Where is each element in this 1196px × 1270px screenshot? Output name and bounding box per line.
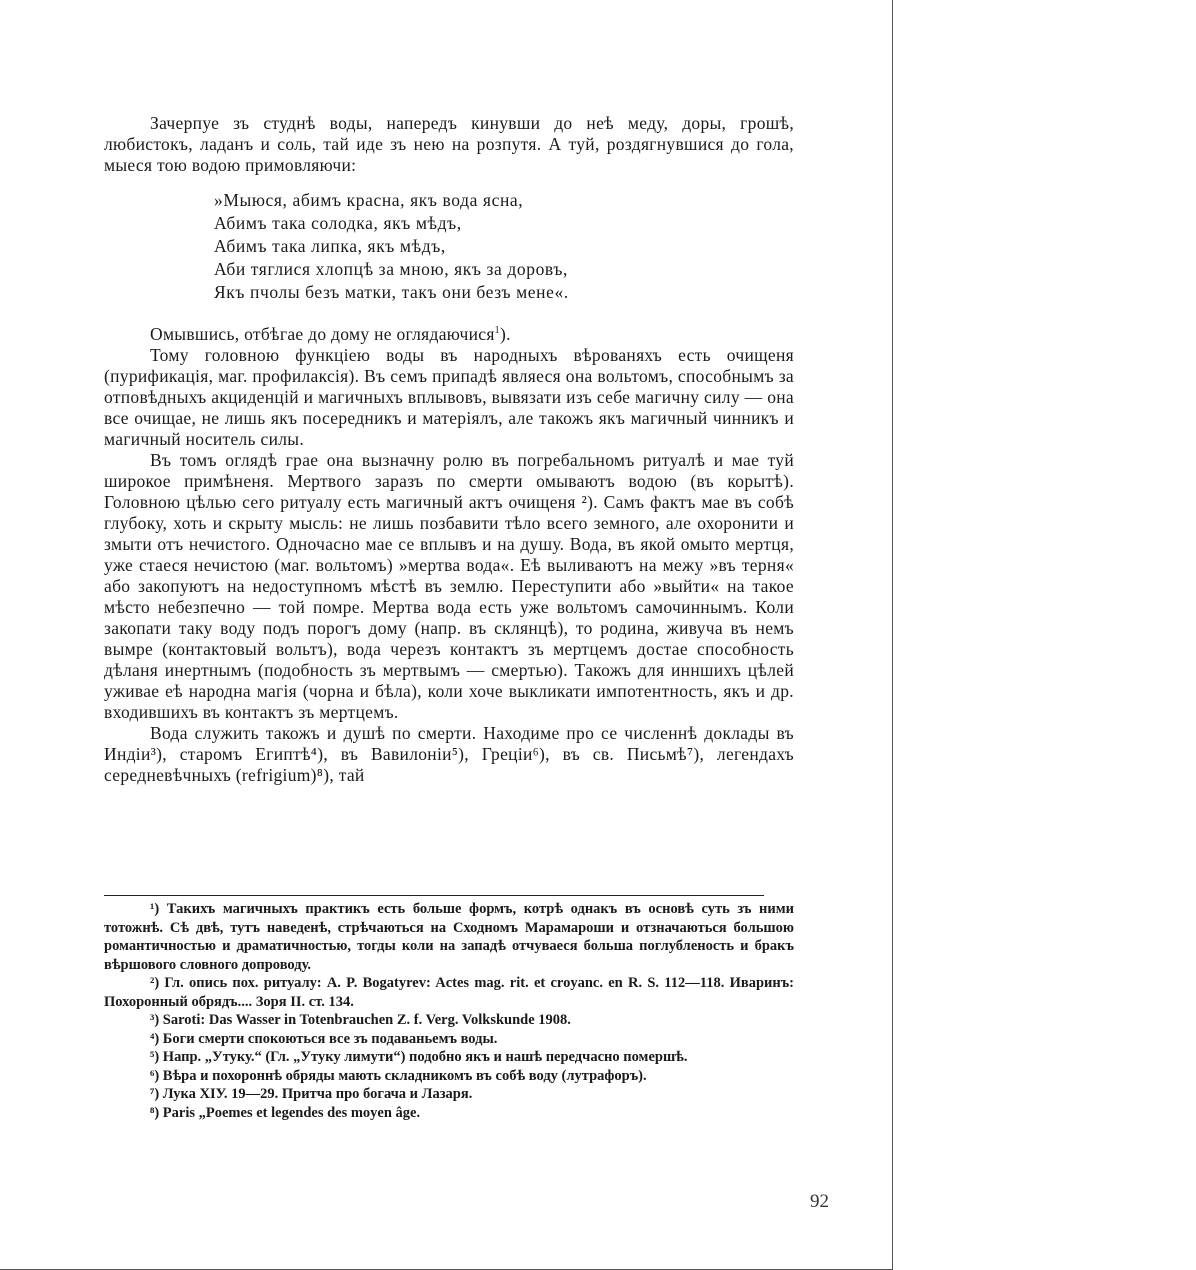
footnote: ⁸) Paris „Poemes et legendes des moyen âge. — [150, 1104, 421, 1121]
footnote-divider — [104, 895, 764, 896]
paragraph-5: Вода служить такожъ и душѣ по смерти. Находиме про се численнѣ доклады въ Индiи³), старомъ Египтѣ⁴), въ Вавилонiи⁵), Грецiи⁶), въ св. Письмѣ⁷), легендахъ середневѣчныхъ (refrigium)⁸), тай — [104, 723, 794, 785]
paragraph-2-end: ). — [499, 324, 511, 344]
verse-line: Абимъ така солодка, якъ мѣдъ, — [214, 213, 462, 233]
verse-line: Якъ пчолы безъ матки, такъ они безъ мене«. — [214, 282, 569, 302]
main-text — [104, 113, 794, 786]
verse-line: Аби тяглися хлопцѣ за мною, якъ за доровъ, — [214, 259, 568, 279]
paragraph-3: Тому головною функцiею воды въ народныхъ вѣрованяхъ есть очищеня (пурификацiя, маг. профилаксiя). Въ семъ припадѣ являеся она вольтомъ, способнымъ за отповѣдныхъ акциденцiй и магичныхъ вплывовъ, вывязати изъ себе магичну силу — она все очищае, не лишь якъ посередникъ и матерiялъ, але такожъ якъ магичный чинникъ и магичный носитель силы. — [104, 345, 794, 449]
paragraph-1: Зачерпуе зъ студнѣ воды, напередъ кинувши до неѣ меду, доры, грошѣ, любистокъ, ладанъ и соль, тай иде зъ нею на розпутя. А туй, роздягнувшися до гола, мыеся тою водою примовляючи: — [104, 113, 794, 175]
footnote-ref: 1 — [494, 325, 500, 337]
verse-line: Абимъ така липка, якъ мѣдъ, — [214, 236, 446, 256]
footnote: ⁵) Напр. „Утуку.“ (Гл. „Утуку лимути“) подобно якъ и нашѣ передчасно помершѣ. — [150, 1049, 688, 1065]
footnote: ¹) Такихъ магичныхъ практикъ есть больше формъ, котрѣ однакъ въ основѣ суть зъ ними тотожнѣ. Сѣ двѣ, тутъ наведенѣ, стрѣчаються на Сходномъ Марамароши и отзначаються большою романтичностью и драматичностью, тогды коли на западѣ отчуваеся больша поглубленость и бракъ вѣршового словного допроводу. — [104, 901, 794, 973]
paragraph-2-text: Омывшись, отбѣгае до дому не оглядаючися — [150, 324, 495, 344]
paragraph-2 — [104, 324, 794, 345]
footnotes — [104, 900, 794, 1122]
footnote: ⁷) Лука XIУ. 19—29. Притча про богача и Лазаря. — [150, 1086, 473, 1102]
page-number: 92 — [810, 1191, 829, 1212]
footnote: ³) Saroti: Das Wasser in Totenbrauchen Z. f. Verg. Volkskunde 1908. — [150, 1012, 571, 1028]
footnote: ²) Гл. опись пох. ритуалу: A. P. Bogatyrev: Actes mag. rit. et croyanc. en R. S. 112—118. Иваринъ: Похоронный обрядъ.... Зоря II. ст. 134. — [104, 975, 794, 1010]
paragraph-4: Въ томъ оглядѣ грае она вызначну ролю въ погребальномъ ритуалѣ и мае туй широкое примѣненя. Мертвого заразъ по смерти омываютъ водою (въ корытѣ). Головною цѣлью сего ритуалу есть магичный актъ очищеня ²). Самъ фактъ мае въ собѣ глубоку, хоть и скрыту мысль: не лишь позбавити тѣло всего земного, але охоронити и змыти отъ нечистого. Одночасно мае се вплывъ и на душу. Вода, въ якой омыто мертця, уже стаеся нечистою (маг. вольтомъ) »мертва вода«. Еѣ выливаютъ на межу »въ терня« або закопуютъ на недоступномъ мѣстѣ въ землю. Переступити або »выйти« на такое мѣсто небезпечно — той помре. Мертва вода есть уже вольтомъ самочиннымъ. Коли закопати таку воду подъ порогъ дому (напр. въ склянцѣ), то родина, живуча въ немъ вымре (контактовый вольтъ), вода черезъ контактъ зъ мертцемъ достае способность дѣланя инертнымъ (подобность зъ мертвымъ — смертью). Такожъ для инншихъ цѣлей уживае еѣ народна магiя (чорна и бѣла), коли хоче выкликати импотентность, якъ и др. входившихъ въ контактъ зъ мертцемъ. — [104, 450, 794, 722]
footnote: ⁶) Вѣра и похороннѣ обряды мають складникомъ въ собѣ воду (лутрафоръ). — [150, 1067, 647, 1084]
footnote: ⁴) Боги смерти спокоються все зъ подаваньемъ воды. — [150, 1030, 498, 1047]
incantation-verse — [104, 189, 794, 304]
verse-line: »Мыюся, абимъ красна, якъ вода ясна, — [214, 190, 524, 210]
